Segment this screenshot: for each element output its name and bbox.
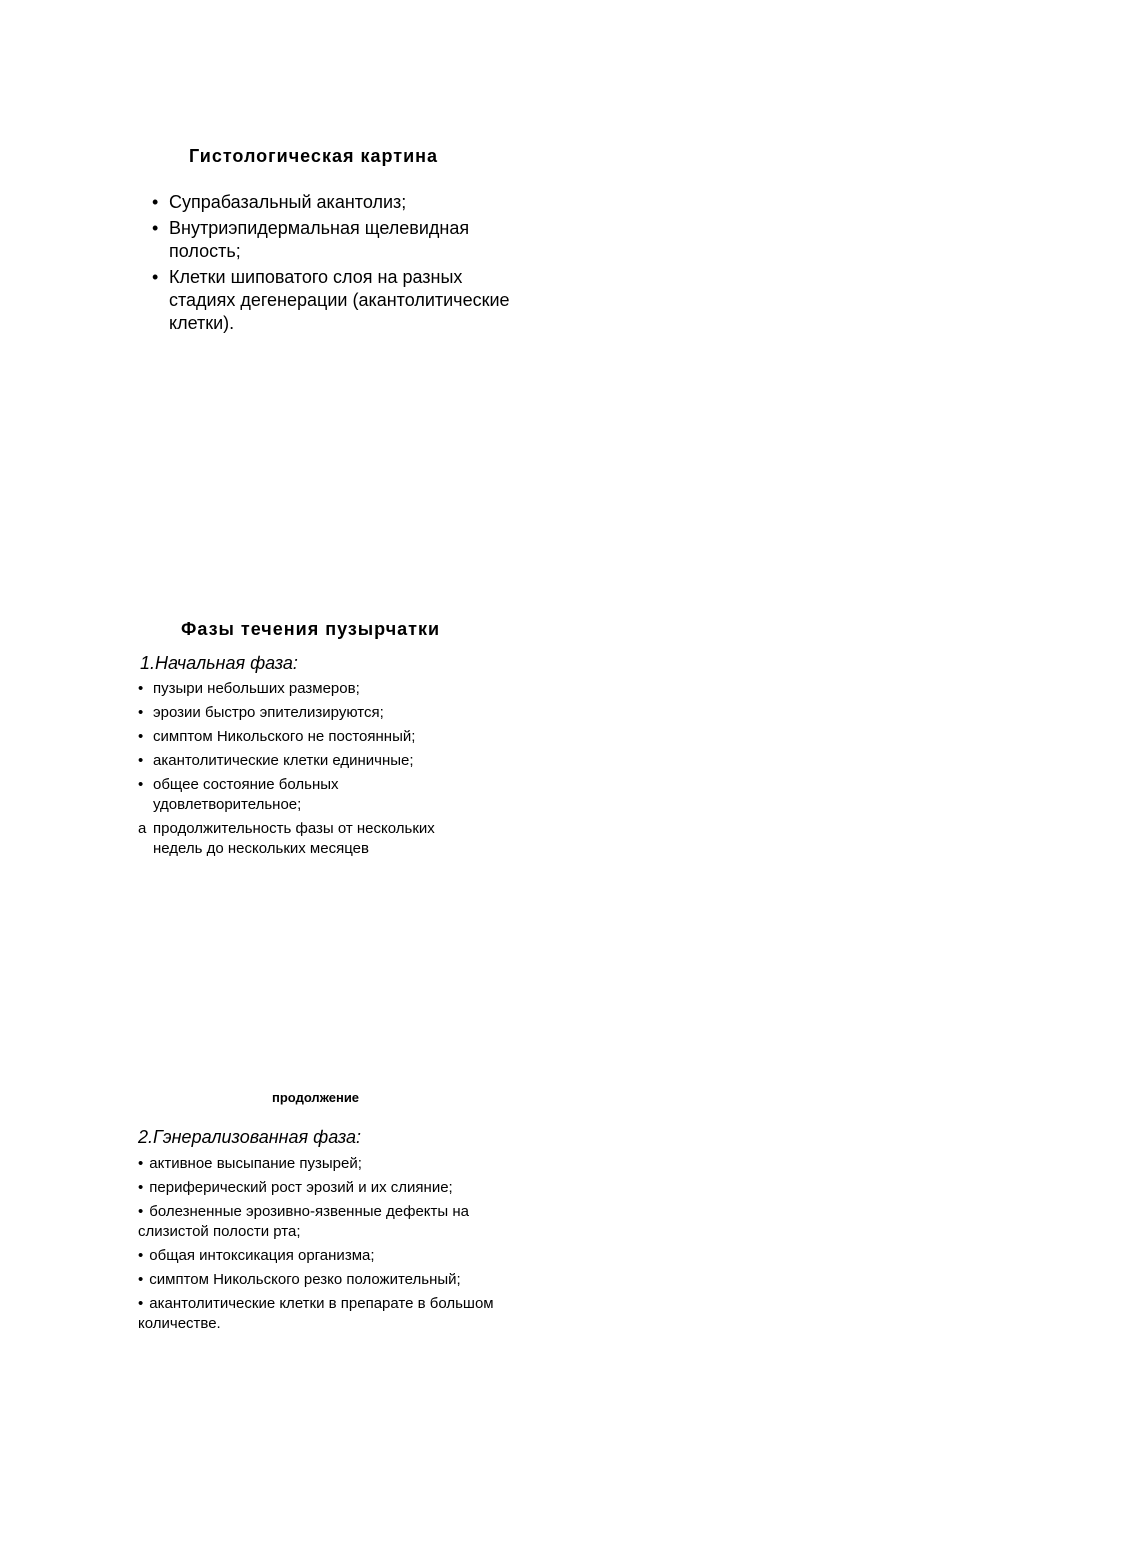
list-item-text: акантолитические клетки в препарате в большом количестве. xyxy=(138,1295,494,1332)
list-item-text: Супрабазальный акантолиз; xyxy=(169,192,407,212)
initial-phase-heading: 1.Начальная фаза: xyxy=(140,653,298,673)
list-item xyxy=(150,217,510,263)
bullet: • xyxy=(138,1155,144,1172)
list-item xyxy=(138,1294,508,1334)
list-item xyxy=(138,1246,508,1266)
initial-phase-list xyxy=(138,679,478,863)
bullet: • xyxy=(152,192,159,212)
list-item xyxy=(138,679,478,699)
list-item xyxy=(150,266,510,335)
bullet: • xyxy=(138,704,144,721)
bullet: а xyxy=(138,820,147,837)
histology-title: Гистологическая картина xyxy=(189,146,439,166)
histology-list xyxy=(150,191,510,338)
bullet: • xyxy=(152,267,159,287)
bullet: • xyxy=(138,752,144,769)
bullet: • xyxy=(138,1271,144,1288)
phases-title: Фазы течения пузырчатки xyxy=(181,619,441,639)
bullet: • xyxy=(138,1179,144,1196)
list-item xyxy=(138,727,478,747)
list-item-text: общая интоксикация организма; xyxy=(149,1247,375,1264)
list-item xyxy=(138,1154,508,1174)
generalized-phase-heading: 2.Гэнерализованная фаза: xyxy=(138,1127,362,1147)
generalized-phase-list xyxy=(138,1154,508,1338)
bullet: • xyxy=(152,218,159,238)
list-item xyxy=(138,775,478,815)
list-item-text: болезненные эрозивно-язвенные дефекты на слизистой полости рта; xyxy=(138,1203,469,1240)
continuation-label: продолжение xyxy=(272,1090,360,1105)
list-item xyxy=(138,819,478,859)
bullet: • xyxy=(138,728,144,745)
bullet: • xyxy=(138,1247,144,1264)
list-item xyxy=(138,1270,508,1290)
list-item-text: симптом Никольского резко положительный; xyxy=(149,1271,461,1288)
bullet: • xyxy=(138,1295,144,1312)
list-item-text: Внутриэпидермальная щелевидная полость; xyxy=(169,218,470,261)
list-item-text: пузыри небольших размеров; xyxy=(153,680,360,697)
list-item-text: эрозии быстро эпителизируются; xyxy=(153,704,384,721)
list-item-text: общее состояние больных удовлетворительное; xyxy=(153,776,339,813)
bullet: • xyxy=(138,680,144,697)
list-item xyxy=(138,1178,508,1198)
list-item xyxy=(138,703,478,723)
list-item xyxy=(150,191,510,214)
list-item xyxy=(138,1202,508,1242)
list-item-text: акантолитические клетки единичные; xyxy=(153,752,414,769)
list-item xyxy=(138,751,478,771)
list-item-text: продолжительность фазы от нескольких недель до нескольких месяцев xyxy=(153,820,435,857)
bullet: • xyxy=(138,776,144,793)
list-item-text: периферический рост эрозий и их слияние; xyxy=(149,1179,453,1196)
list-item-text: Клетки шиповатого слоя на разных стадиях дегенерации (акантолитические клетки). xyxy=(169,267,510,333)
list-item-text: активное высыпание пузырей; xyxy=(149,1155,362,1172)
list-item-text: симптом Никольского не постоянный; xyxy=(153,728,416,745)
bullet: • xyxy=(138,1203,144,1220)
